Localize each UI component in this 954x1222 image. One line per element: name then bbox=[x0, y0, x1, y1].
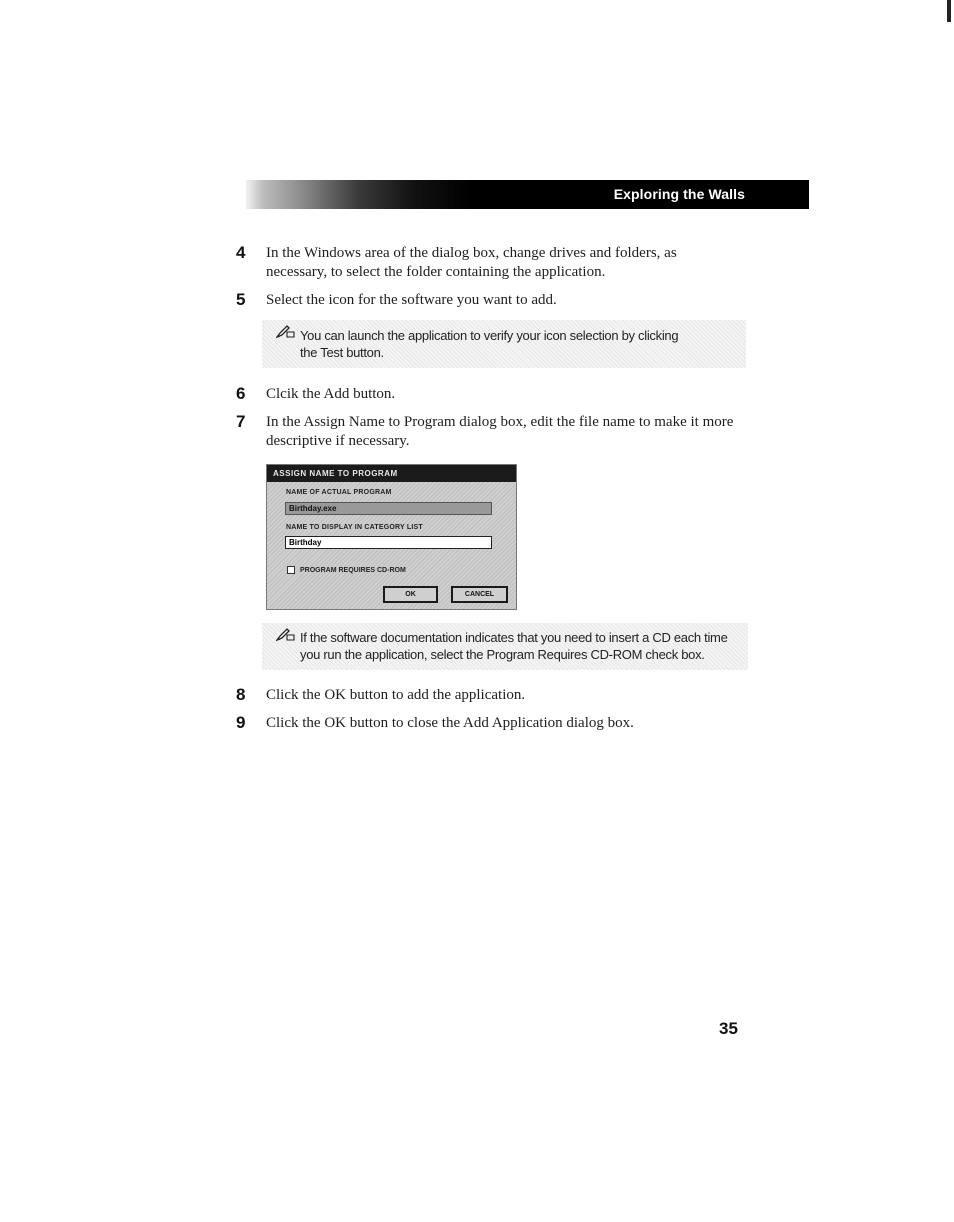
step-number: 8 bbox=[236, 685, 246, 704]
display-name-field: Birthday bbox=[285, 536, 492, 549]
display-name-label: NAME TO DISPLAY IN CATEGORY LIST bbox=[286, 524, 423, 531]
step-number: 6 bbox=[236, 384, 246, 403]
step-text: Clcik the Add button. bbox=[266, 386, 396, 402]
assign-name-dialog-screenshot bbox=[266, 464, 517, 610]
step-text: Select the icon for the software you want to add. bbox=[266, 292, 557, 308]
ok-button: OK bbox=[383, 586, 438, 603]
cd-rom-checkbox bbox=[287, 566, 406, 574]
step-number: 5 bbox=[236, 290, 246, 309]
note-pencil-icon bbox=[276, 324, 296, 338]
dialog-title: ASSIGN NAME TO PROGRAM bbox=[267, 465, 516, 482]
checkbox-label: PROGRAM REQUIRES CD-ROM bbox=[300, 566, 406, 574]
step-text: In the Assign Name to Program dialog box, edit the file name to make it more descriptive if necessary. bbox=[266, 414, 734, 449]
actual-program-field: Birthday.exe bbox=[285, 502, 492, 515]
step-item bbox=[236, 413, 741, 451]
step-text: Click the OK button to add the application. bbox=[266, 687, 526, 703]
step-item bbox=[236, 385, 741, 404]
page-number: 35 bbox=[719, 1019, 738, 1038]
note-box bbox=[262, 320, 746, 368]
step-number: 4 bbox=[236, 243, 246, 262]
step-item bbox=[236, 686, 741, 705]
step-text: In the Windows area of the dialog box, change drives and folders, as necessary, to select the folder containing the application. bbox=[266, 245, 677, 280]
chapter-title: Exploring the Walls bbox=[613, 186, 745, 202]
step-text: Click the OK button to close the Add Application dialog box. bbox=[266, 715, 634, 731]
note-box bbox=[262, 623, 748, 670]
note-text: If the software documentation indicates that you need to insert a CD each time you run the application, select the Program Requires CD-ROM check box. bbox=[300, 630, 728, 662]
actual-program-label: NAME OF ACTUAL PROGRAM bbox=[286, 489, 392, 496]
page-edge-mark bbox=[947, 0, 951, 22]
step-item bbox=[236, 714, 741, 733]
step-item bbox=[236, 291, 741, 310]
checkbox-square bbox=[287, 566, 295, 574]
step-item bbox=[236, 244, 741, 282]
note-text: You can launch the application to verify your icon selection by clicking the Test button. bbox=[300, 328, 679, 360]
note-pencil-icon bbox=[276, 627, 296, 641]
step-number: 9 bbox=[236, 713, 246, 732]
chapter-header-bar bbox=[246, 180, 809, 209]
step-number: 7 bbox=[236, 412, 246, 431]
cancel-button: CANCEL bbox=[451, 586, 508, 603]
